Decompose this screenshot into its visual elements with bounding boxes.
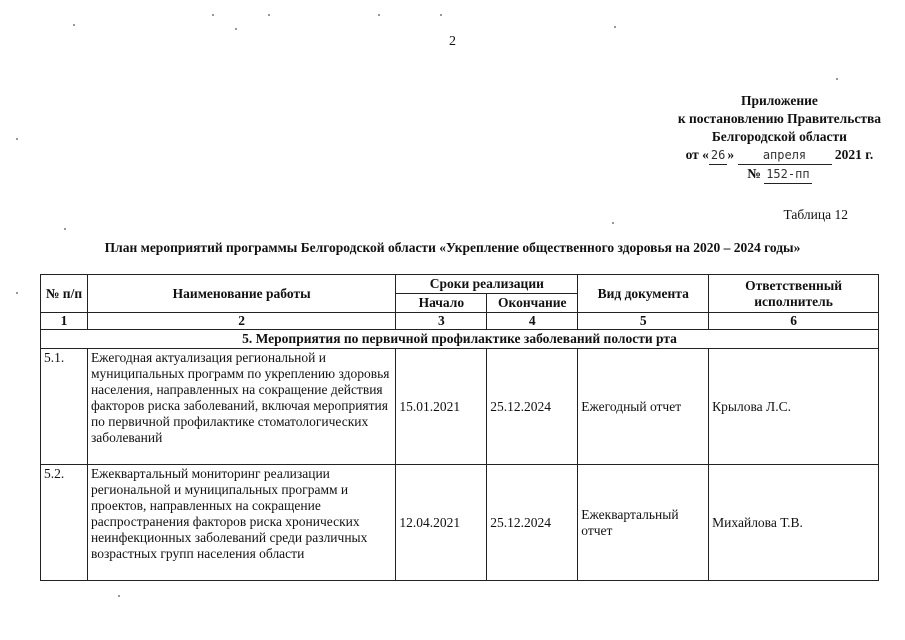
scan-speck [612,222,614,224]
scan-speck [64,228,66,230]
section-row [41,330,879,349]
row-end: 25.12.2024 [487,349,578,465]
column-number: 1 [41,313,88,330]
row-responsible: Крылова Л.С. [709,349,879,465]
column-number: 6 [709,313,879,330]
appendix-resolution: к постановлению Правительства [677,111,881,126]
column-number: 2 [87,313,395,330]
column-number: 3 [396,313,487,330]
page-number: 2 [449,34,456,49]
appendix-block [678,92,881,184]
header-row [41,275,879,294]
number-prefix: № [747,166,761,181]
row-doc: Ежегодный отчет [578,349,709,465]
scan-speck [16,292,18,294]
header-num: № п/п [41,275,88,313]
document-title: План мероприятий программы Белгородской области «Укрепление общественного здоровья на 2020 – 2024 годы» [104,240,801,255]
number-value: 152-пп [764,165,811,184]
row-start: 12.04.2021 [396,465,487,581]
row-start: 15.01.2021 [396,349,487,465]
row-responsible: Михайлова Т.В. [709,465,879,581]
row-name: Ежегодная актуализация региональной и муниципальных программ по укреплению здоровья населения, направленных на сокращение действия факторов риска заболеваний, включая мероприятия по первичной профилактике стоматологических заболеваний [87,349,395,465]
header-end: Окончание [487,294,578,313]
scan-speck [212,14,214,16]
appendix-number [678,165,881,184]
table-label: Таблица 12 [783,207,848,222]
date-month: апреля [738,146,832,165]
column-number: 4 [487,313,578,330]
table-row [41,465,879,581]
scan-speck [118,595,120,597]
appendix-region: Белгородской области [711,129,847,144]
row-doc: Ежеквартальный отчет [578,465,709,581]
appendix-date [678,146,881,165]
scan-speck [614,26,616,28]
column-number-row [41,313,879,330]
header-responsible: Ответственный исполнитель [709,275,879,313]
row-num: 5.1. [41,349,88,465]
scan-speck [235,28,237,30]
date-day: 26 [709,146,727,165]
plan-table [40,274,879,581]
date-prefix: от « [685,147,709,162]
scan-speck [378,14,380,16]
appendix-title: Приложение [740,93,818,108]
scan-speck [16,138,18,140]
scan-speck [73,24,75,26]
row-num: 5.2. [41,465,88,581]
header-doc: Вид документа [578,275,709,313]
date-year: 2021 г. [834,147,874,162]
scan-speck [440,14,442,16]
header-start: Начало [396,294,487,313]
row-end: 25.12.2024 [487,465,578,581]
column-number: 5 [578,313,709,330]
scan-speck [268,14,270,16]
header-name: Наименование работы [87,275,395,313]
table-row [41,349,879,465]
row-name: Ежеквартальный мониторинг реализации региональной и муниципальных программ и проектов, направленных на сокращение распространения факторов риска хронических неинфекционных заболеваний среди различных возрастных групп населения области [87,465,395,581]
header-terms: Сроки реализации [396,275,578,294]
section-title: 5. Мероприятия по первичной профилактике заболеваний полости рта [41,330,879,349]
date-mid: » [727,147,735,162]
scan-speck [836,78,838,80]
